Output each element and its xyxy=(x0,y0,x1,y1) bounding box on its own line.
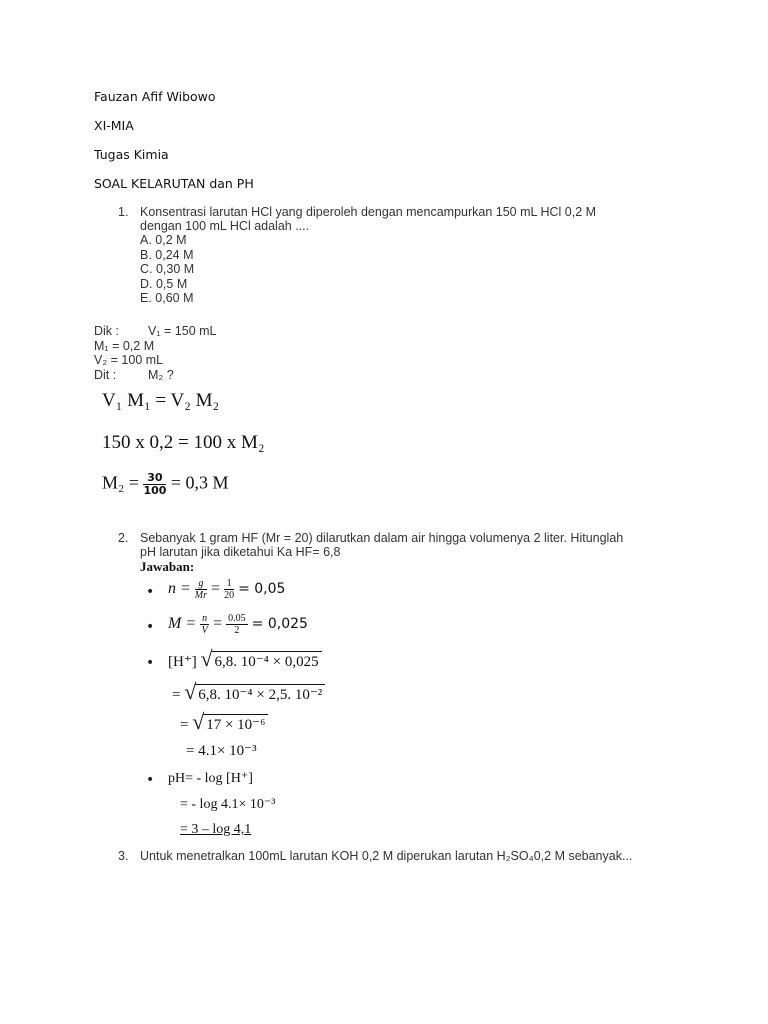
q1-eq3-lhs: M₂ = xyxy=(102,472,139,493)
q1-v2: V₂ = 100 mL xyxy=(94,353,164,367)
q2-h-line1 xyxy=(168,646,322,671)
q2-h-line2 xyxy=(172,679,325,704)
q2-n-frac2 xyxy=(224,578,234,601)
q2-m-frac2-den: 2 xyxy=(234,625,240,636)
task-title: Tugas Kimia xyxy=(94,147,169,162)
student-class: XI-MIA xyxy=(94,118,134,133)
q3-text: Untuk menetralkan 100mL larutan KOH 0,2 M diperukan larutan H₂SO₄0,2 M sebanyak... xyxy=(140,849,633,863)
q1-eq3-fraction xyxy=(143,472,166,497)
q2-h-line3 xyxy=(180,709,268,734)
q1-eq3-numerator: 30 xyxy=(143,472,166,485)
q1-line1: Konsentrasi larutan HCl yang diperoleh dengan mencampurkan 150 mL HCl 0,2 M xyxy=(140,205,597,219)
q2-ph-step2: = 3 – log 4,1 xyxy=(180,822,252,837)
q1-line2: dengan 100 mL HCl adalah .... xyxy=(140,219,310,233)
q1-option-e: E. 0,60 M xyxy=(140,291,194,305)
bullet-icon: • xyxy=(146,619,155,635)
q2-m-frac1 xyxy=(200,613,209,636)
bullet-icon: • xyxy=(146,655,155,671)
sqrt-icon: √ xyxy=(184,679,197,704)
q2-number: 2. xyxy=(118,531,129,545)
q2-h-radicand2: 6,8. 10⁻⁴ × 2,5. 10⁻² xyxy=(195,684,325,704)
q2-n-lhs: n = xyxy=(168,580,191,598)
sqrt-icon: √ xyxy=(192,709,205,734)
topic-title: SOAL KELARUTAN dan PH xyxy=(94,176,254,191)
q1-option-b: B. 0,24 M xyxy=(140,248,194,262)
student-name: Fauzan Afif Wibowo xyxy=(94,89,216,104)
q2-n-frac1 xyxy=(195,578,207,601)
q2-ph-step1: = - log 4.1× 10⁻³ xyxy=(180,797,276,812)
bullet-icon: • xyxy=(146,772,155,788)
q2-m-equation: M = $\frac{n}{V}$ = $\frac{0.05}{2}$ = 0,025 xyxy=(168,613,308,636)
q1-m2-question: M₂ ? xyxy=(148,368,174,382)
q2-h-label: [H⁺] xyxy=(168,654,197,670)
q1-option-a: A. 0,2 M xyxy=(140,233,187,247)
q2-h-radicand3: 17 × 10⁻⁶ xyxy=(203,714,268,734)
q3-number: 3. xyxy=(118,849,129,863)
q2-line2: pH larutan jika diketahui Ka HF= 6,8 xyxy=(140,545,341,559)
sqrt-icon: √ xyxy=(200,646,213,671)
q2-h-sqrt2 xyxy=(184,679,325,704)
q2-h-sqrt3 xyxy=(192,709,268,734)
q1-equation-1: V₁ M₁ = V₂ M₂ xyxy=(102,390,220,411)
q2-m-frac1-den: V xyxy=(201,625,208,636)
q2-answer-label: Jawaban: xyxy=(140,559,195,574)
q2-h-sqrt1 xyxy=(200,646,322,671)
q2-h-radicand1: 6,8. 10⁻⁴ × 0,025 xyxy=(212,651,322,671)
q2-n-frac1-den: Mr xyxy=(194,590,208,601)
q2-m-result: = 0,025 xyxy=(251,616,308,633)
q1-v1: V₁ = 150 mL xyxy=(148,324,217,338)
q1-dit-label: Dit : xyxy=(94,368,117,382)
q2-m-lhs: M = xyxy=(168,615,197,633)
q2-m-frac1-num: n xyxy=(202,613,208,624)
q1-option-d: D. 0,5 M xyxy=(140,277,188,291)
q1-equation-3 xyxy=(102,472,229,497)
q2-h-eq2-sign: = xyxy=(172,687,181,703)
q2-n-frac2-num: 1 xyxy=(224,578,234,590)
q1-eq3-denominator: 100 xyxy=(143,484,167,498)
bullet-icon: • xyxy=(146,584,155,600)
q1-m1: M₁ = 0,2 M xyxy=(94,339,155,353)
q1-option-c: C. 0,30 M xyxy=(140,262,195,276)
q2-line1: Sebanyak 1 gram HF (Mr = 20) dilarutkan dalam air hingga volumenya 2 liter. Hitunglah xyxy=(140,531,624,545)
q2-h-result: = 4.1× 10⁻³ xyxy=(186,743,257,759)
q1-number: 1. xyxy=(118,205,129,219)
q2-n-result: = 0,05 xyxy=(238,581,286,598)
q1-equation-2: 150 x 0,2 = 100 x M₂ xyxy=(102,432,265,453)
q2-h-eq3-sign: = xyxy=(180,717,189,733)
q2-ph-label: pH= - log [H⁺] xyxy=(168,771,253,786)
q2-m-frac2-num: 0.05 xyxy=(228,613,246,624)
q1-dik-label: Dik : xyxy=(94,324,119,338)
q1-eq3-rhs: = 0,3 M xyxy=(170,472,229,493)
q2-n-equation: n = $\frac{g}{Mr}$ = $\frac{1}{20}$ = 0,05 xyxy=(168,578,286,601)
q2-n-frac1-num: g xyxy=(195,578,207,590)
q2-m-frac2 xyxy=(226,613,248,636)
q2-n-frac2-den: 20 xyxy=(224,590,235,601)
